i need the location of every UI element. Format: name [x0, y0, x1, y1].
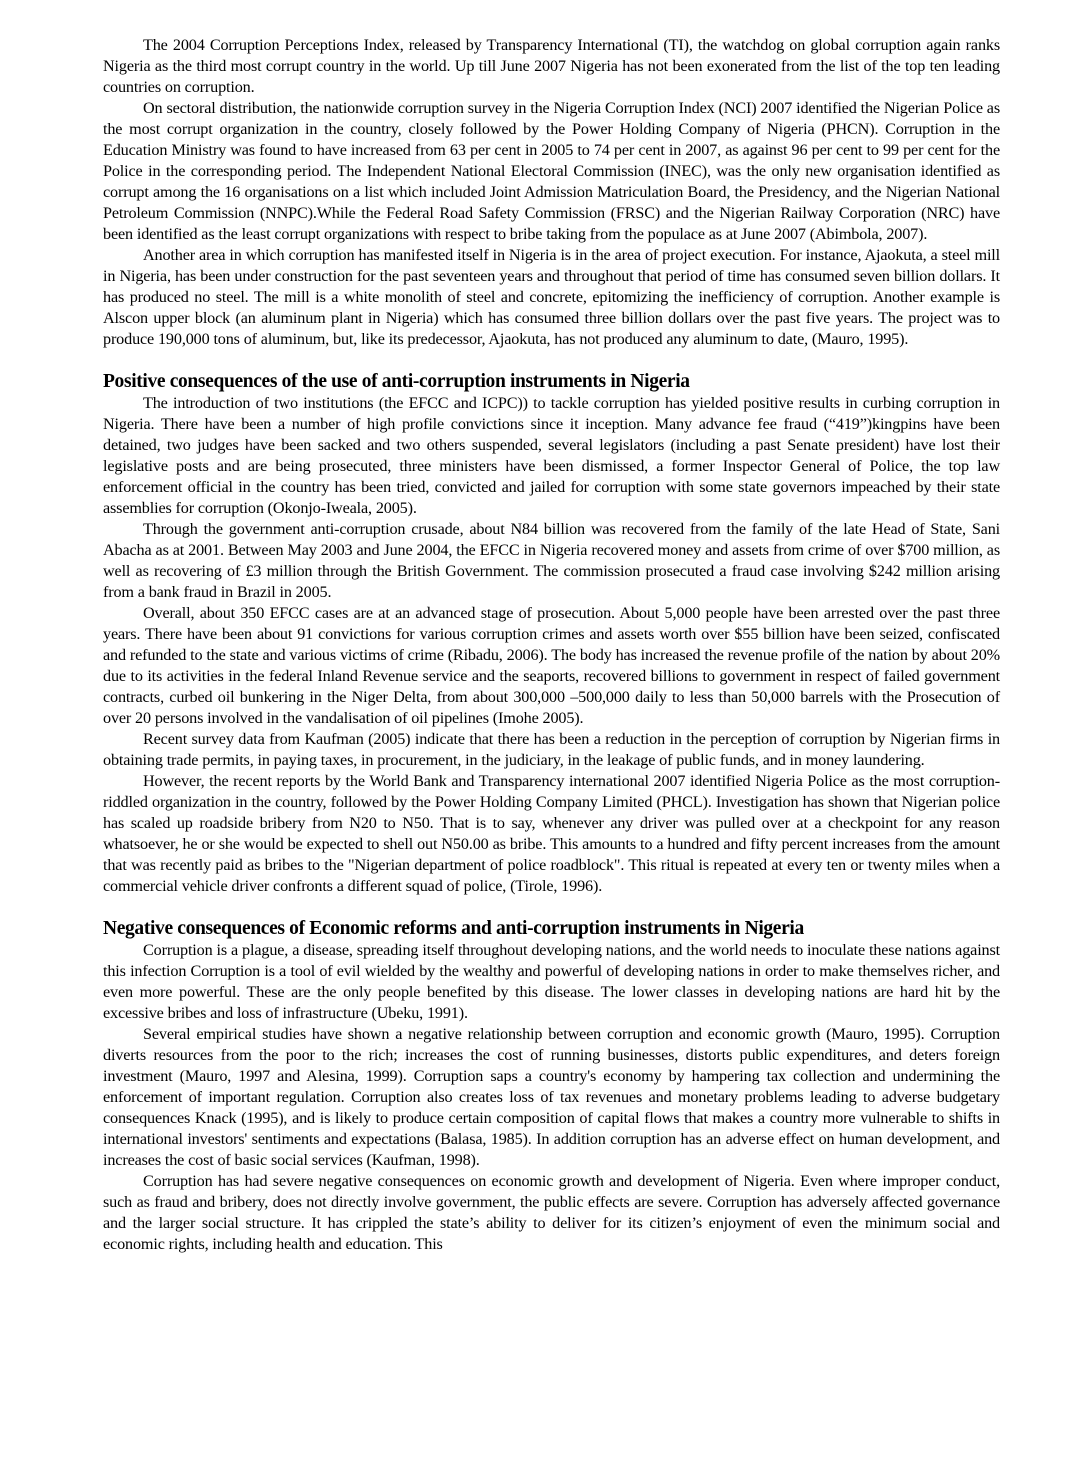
document-page: [103, 35, 1000, 1255]
section-heading-negative-consequences: Negative consequences of Economic reforms and anti-corruption instruments in Nigeria: [103, 918, 804, 939]
paragraph-empirical-studies: Several empirical studies have shown a negative relationship between corruption and economic growth (Mauro, 1995). Corruption diverts resources from the poor to the rich; increases the cost of running businesses, distorts public expenditures, and deters foreign investment (Mauro, 1997 and Alesina, 1999). Corruption saps a country's economy by hampering tax collection and undermining the enforcement of important regulation. Corruption also creates loss of tax revenues and monetary problems leading to adverse budgetary consequences Knack (1995), and is likely to produce certain composition of capital flows that makes a country more vulnerable to shifts in international investors' sentiments and expectations (Balasa, 1985). In addition corruption has an adverse effect on human development, and increases the cost of basic social services (Kaufman, 1998).: [103, 1025, 1000, 1169]
paragraph-sectoral-distribution: On sectoral distribution, the nationwide corruption survey in the Nigeria Corruption Index (NCI) 2007 identified the Nigerian Police as the most corrupt organization in the country, closely followed by the Power Holding Company of Nigeria (PHCN). Corruption in the Education Ministry was found to have increased from 63 per cent in 2005 to 74 per cent in 2007, as against 96 per cent to 99 per cent for the Police in the corresponding period. The Independent National Electoral Commission (INEC), was the only new organisation identified as corrupt among the 16 organisations on a list which included Joint Admission Matriculation Board, the Presidency, and the Nigerian National Petroleum Commission (NNPC).While the Federal Road Safety Commission (FRSC) and the Nigerian Railway Corporation (NRC) have been identified as the least corrupt organizations with respect to bribe taking from the populace as at June 2007 (Abimbola, 2007).: [103, 99, 1000, 243]
paragraph-efcc-cases: Overall, about 350 EFCC cases are at an advanced stage of prosecution. About 5,000 people have been arrested over the past three years. There have been about 91 convictions for various corruption crimes and assets worth over $55 billion have been seized, confiscated and refunded to the state and various victims of crime (Ribadu, 2006). The body has increased the revenue profile of the nation by about 20% due to its activities in the federal Inland Revenue service and the seaports, recovered billions to government in respect of failed government contracts, curbed oil bunkering in the Niger Delta, from about 300,000 –500,000 daily to less than 50,000 barrels with the Prosecution of over 20 persons involved in the vandalisation of oil pipelines (Imohe 2005).: [103, 604, 1000, 727]
paragraph-recovered-funds: Through the government anti-corruption crusade, about N84 billion was recovered from the family of the late Head of State, Sani Abacha as at 2001. Between May 2003 and June 2004, the EFCC in Nigeria recovered money and assets from crime of over $700 million, as well as recovering of £3 million through the British Government. The commission prosecuted a fraud case involving $242 million arising from a bank fraud in Brazil in 2005.: [103, 520, 1000, 601]
paragraph-project-execution: Another area in which corruption has manifested itself in Nigeria is in the area of project execution. For instance, Ajaokuta, a steel mill in Nigeria, has been under construction for the past seventeen years and throughout that period of time has consumed seven billion dollars. It has produced no steel. The mill is a white monolith of steel and concrete, epitomizing the inefficiency of corruption. Another example is Alscon upper block (an aluminum plant in Nigeria) which has consumed three billion dollars over the past five years. The project was to produce 190,000 tons of aluminum, but, like its predecessor, Ajaokuta, has not produced any aluminum to date, (Mauro, 1995).: [103, 246, 1000, 348]
section-heading-positive-consequences: Positive consequences of the use of anti-corruption instruments in Nigeria: [103, 371, 690, 392]
paragraph-kaufman-survey: Recent survey data from Kaufman (2005) indicate that there has been a reduction in the perception of corruption by Nigerian firms in obtaining trade permits, in paying taxes, in procurement, in the judiciary, in the leakage of public funds, and in money laundering.: [103, 730, 1000, 769]
paragraph-nigeria-consequences: Corruption has had severe negative consequences on economic growth and development of Nigeria. Even where improper conduct, such as fraud and bribery, does not directly involve government, the public effects are severe. Corruption has adversely affected governance and the larger social structure. It has crippled the state’s ability to deliver for its citizen’s enjoyment of even the minimum social and economic rights, including health and education. This: [103, 1172, 1000, 1253]
paragraph-police-bribery: However, the recent reports by the World Bank and Transparency international 2007 identified Nigeria Police as the most corruption-riddled organization in the country, followed by the Power Holding Company Limited (PHCL). Investigation has shown that Nigerian police has scaled up roadside bribery from N20 to N50. That is to say, whenever any driver was pulled over at a checkpoint for any reason whatsoever, he or she would be expected to shell out N50.00 as bribe. This amounts to a hundred and fifty percent increases from the amount that was recently paid as bribes to the "Nigerian department of police roadblock". This ritual is repeated at every ten or twenty miles when a commercial vehicle driver confronts a different squad of police, (Tirole, 1996).: [103, 772, 1000, 895]
paragraph-efcc-icpc-introduction: The introduction of two institutions (the EFCC and ICPC)) to tackle corruption has yielded positive results in curbing corruption in Nigeria. There have been a number of high profile convictions since it inception. Many advance fee fraud (“419”)kingpins have been detained, two judges have been sacked and two others suspended, several legislators (including a past Senate president) have lost their legislative posts and are being prosecuted, three ministers have been dismissed, a former Inspector General of Police, the top law enforcement official in the country has been tried, convicted and jailed for corruption with some state governors impeached by their state assemblies for corruption (Okonjo-Iweala, 2005).: [103, 394, 1000, 517]
paragraph-corruption-perceptions-index: The 2004 Corruption Perceptions Index, released by Transparency International (TI), the watchdog on global corruption again ranks Nigeria as the third most corrupt country in the world. Up till June 2007 Nigeria has not been exonerated from the list of the top ten leading countries on corruption.: [103, 36, 1000, 96]
paragraph-corruption-plague: Corruption is a plague, a disease, spreading itself throughout developing nations, and the world needs to inoculate these nations against this infection Corruption is a tool of evil wielded by the wealthy and powerful of developing nations in order to make themselves richer, and even more powerful. These are the only people benefited by this disease. The lower classes in developing nations are hard hit by the excessive bribes and loss of infrastructure (Ubeku, 1991).: [103, 941, 1000, 1022]
